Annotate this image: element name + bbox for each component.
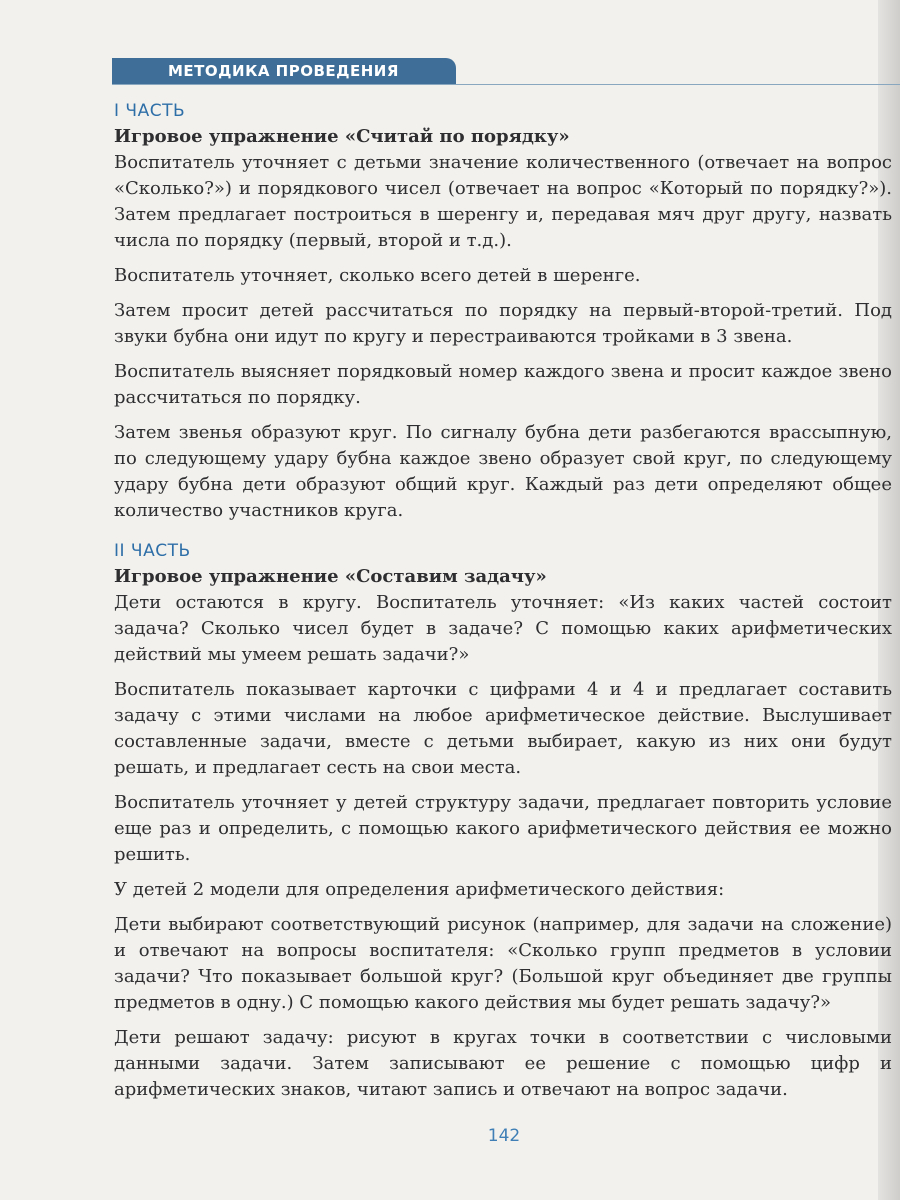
part-title: II ЧАСТЬ [114,541,191,561]
paragraph: Дети выбирают соответствующий рисунок (например, для задачи на сложение) и отвечают на вопросы воспитателя: «Сколько групп предметов в условии задачи? Что показывает большой круг? (Большой круг объединяет две группы предметов в одну.) С помощью какого действия мы будет решать задачу?» [114,914,892,1013]
part-title: I ЧАСТЬ [114,101,186,121]
header-rule [112,84,900,85]
page-number: 142 [487,1126,521,1146]
paragraph: Воспитатель уточняет, сколько всего детей в шеренге. [114,265,641,286]
paragraph: Дети остаются в кругу. Воспитатель уточняет: «Из каких частей состоит задача? Сколько чисел будет в задаче? С помощью каких арифметических действий мы умеем решать задачи?» [114,592,892,665]
paragraph: Затем звенья образуют круг. По сигналу бубна дети разбегаются врассыпную, по следующему удару бубна каждое звено образует свой круг, по следующему удару бубна дети образуют общий круг. Каждый раз дети определяют общее количество участников круга. [114,422,892,521]
paragraph: Воспитатель показывает карточки с цифрами 4 и 4 и предлагает составить задачу с этими числами на любое арифметическое действие. Выслушивает составленные задачи, вместе с детьми выбирает, какую из них они будут решать, и предлагает сесть на свои места. [114,679,892,778]
paragraph: Воспитатель уточняет с детьми значение количественного (отвечает на вопрос «Сколько?») и порядкового чисел (отвечает на вопрос «Который по порядку?»). Затем предлагает построиться в шеренгу и, передавая мяч друг другу, назвать числа по порядку (первый, второй и т.д.). [114,152,892,251]
exercise-title: Игровое упражнение «Считай по порядку» [114,126,570,147]
exercise-title: Игровое упражнение «Составим задачу» [114,566,547,587]
part-2 [114,538,892,1103]
paragraph: Воспитатель уточняет у детей структуру задачи, предлагает повторить условие еще раз и определить, с помощью какого арифметического действия ее можно решить. [114,792,892,865]
part-1 [114,98,892,524]
section-header: МЕТОДИКА ПРОВЕДЕНИЯ [112,58,456,84]
paragraph: Затем просит детей рассчитаться по порядку на первый-второй-третий. Под звуки бубна они идут по кругу и перестраиваются тройками в 3 звена. [114,300,892,347]
page-content [114,98,892,1112]
paragraph: Воспитатель выясняет порядковый номер каждого звена и просит каждое звено рассчитаться по порядку. [114,361,892,408]
paragraph: У детей 2 модели для определения арифметического действия: [114,879,725,900]
paragraph: Дети решают задачу: рисуют в кругах точки в соответствии с числовыми данными задачи. Затем записывают ее решение с помощью цифр и арифметических знаков, читают запись и отвечают на вопрос задачи. [114,1027,892,1100]
